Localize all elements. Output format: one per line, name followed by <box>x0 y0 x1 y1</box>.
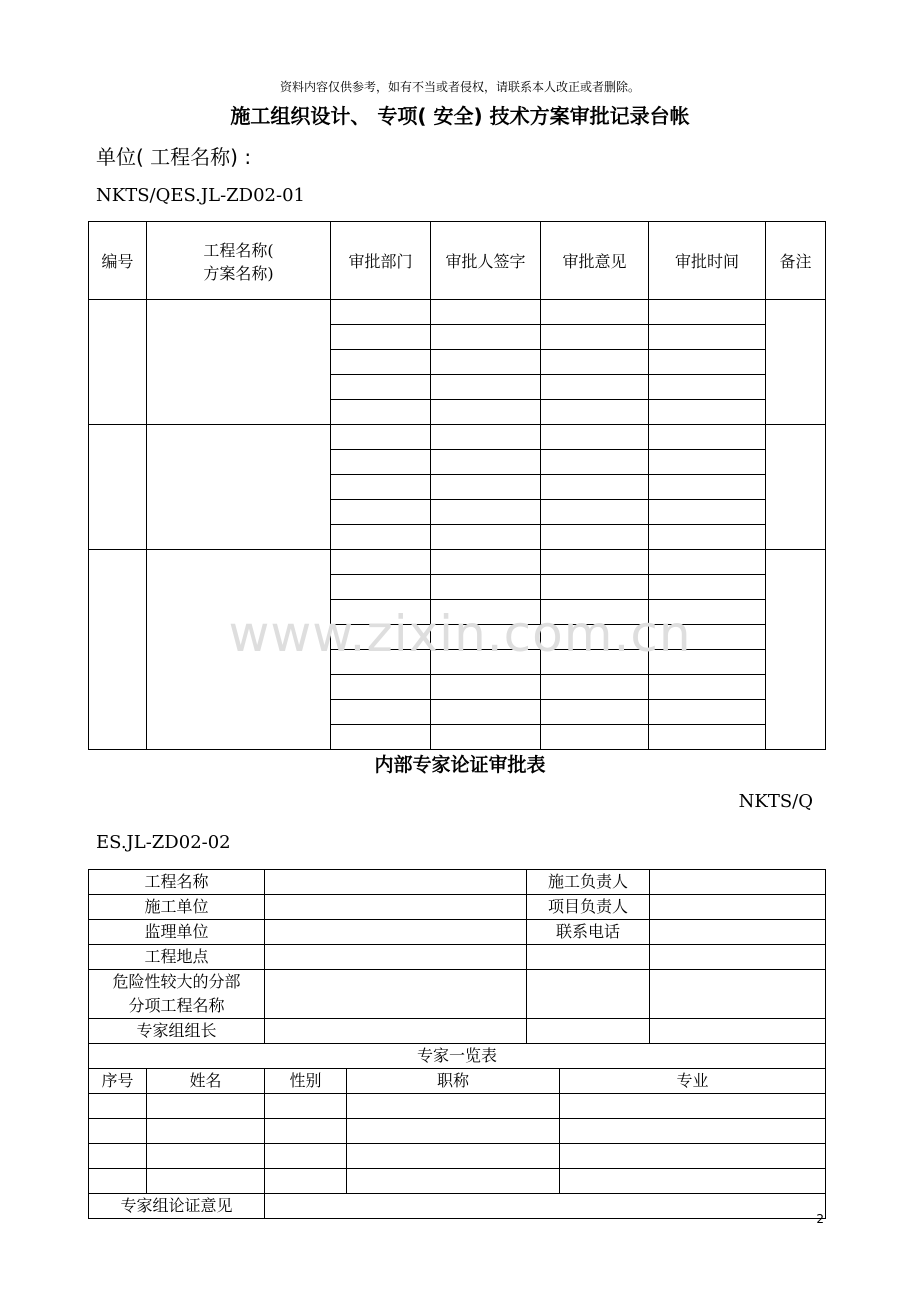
label-construction-unit: 施工单位 <box>89 895 265 920</box>
col-header-project-name-line2: 方案名称) <box>203 263 274 283</box>
expert-approval-table <box>88 869 826 1219</box>
col-header-signer: 审批人签字 <box>431 222 541 300</box>
label-expert-opinion: 专家组论证意见 <box>89 1194 265 1219</box>
form-code-1: NKTS/QES.JL-ZD02-01 <box>96 185 305 206</box>
col-header-project-name-line1: 工程名称( <box>203 240 274 260</box>
col-header-name: 姓名 <box>147 1069 265 1094</box>
table-row <box>89 425 826 450</box>
label-dangerous-works-line2: 分项工程名称 <box>128 996 225 1015</box>
value-project-location <box>265 945 527 970</box>
cell-number <box>89 300 147 425</box>
label-contact-phone: 联系电话 <box>527 920 650 945</box>
col-header-time: 审批时间 <box>649 222 766 300</box>
col-header-number: 编号 <box>89 222 147 300</box>
ledger-title: 施工组织设计、 专项( 安全) 技术方案审批记录台帐 <box>230 104 690 128</box>
label-dangerous-works <box>89 970 265 1019</box>
cell-project <box>147 425 331 550</box>
table-row <box>89 1169 826 1194</box>
value-dangerous-works <box>265 970 527 1019</box>
label-dangerous-works-line1: 危险性较大的分部 <box>112 972 241 991</box>
table-row <box>89 1144 826 1169</box>
label-project-location: 工程地点 <box>89 945 265 970</box>
table-row <box>89 1119 826 1144</box>
value-construction-unit <box>265 895 527 920</box>
col-header-opinion: 审批意见 <box>541 222 649 300</box>
table-row <box>89 550 826 575</box>
col-header-gender: 性别 <box>265 1069 347 1094</box>
cell-number <box>89 425 147 550</box>
value-project-head <box>650 895 826 920</box>
expert-form-title: 内部专家论证审批表 <box>374 754 546 776</box>
col-header-major: 专业 <box>560 1069 826 1094</box>
page-number: 2 <box>816 1212 824 1226</box>
table-row <box>89 300 826 325</box>
watermark: www.zixin.com.cn <box>228 605 692 663</box>
form-code-2-part2: ES.JL-ZD02-02 <box>96 832 231 853</box>
label-project-head: 项目负责人 <box>527 895 650 920</box>
col-header-remark: 备注 <box>766 222 826 300</box>
label-construction-head: 施工负责人 <box>527 870 650 895</box>
value-supervision-unit <box>265 920 527 945</box>
value-project-name <box>265 870 527 895</box>
cell-remark <box>766 425 826 550</box>
label-supervision-unit: 监理单位 <box>89 920 265 945</box>
label-expert-leader: 专家组组长 <box>89 1019 265 1044</box>
col-header-project-name <box>147 222 331 300</box>
value-construction-head <box>650 870 826 895</box>
col-header-title: 职称 <box>347 1069 560 1094</box>
form-code-2-part1: NKTS/Q <box>738 791 813 812</box>
cell-remark <box>766 300 826 425</box>
approval-ledger-table <box>88 221 826 750</box>
col-header-dept: 审批部门 <box>331 222 431 300</box>
value-contact-phone <box>650 920 826 945</box>
value-expert-leader <box>265 1019 527 1044</box>
expert-list-heading: 专家一览表 <box>89 1044 826 1069</box>
col-header-seq: 序号 <box>89 1069 147 1094</box>
cell-project <box>147 300 331 425</box>
unit-label: 单位( 工程名称) : <box>96 145 252 169</box>
table-row <box>89 1094 826 1119</box>
header-note: 资料内容仅供参考，如有不当或者侵权，请联系本人改正或者删除。 <box>279 80 640 94</box>
label-project-name: 工程名称 <box>89 870 265 895</box>
value-expert-opinion <box>265 1194 826 1219</box>
